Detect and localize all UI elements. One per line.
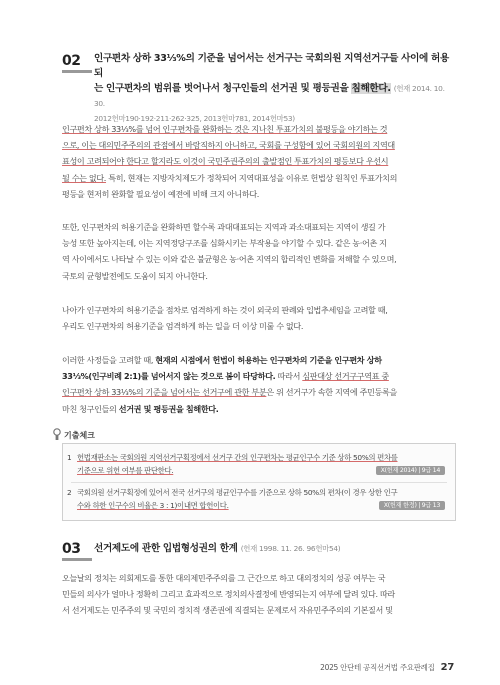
q1-line-2-text: 기준으로 위헌 여부를 판단한다. xyxy=(77,466,174,475)
check-question-2 xyxy=(67,486,445,512)
p3-line-2: 우리도 인구편차의 허용기준을 엄격하게 하는 일을 더 이상 미룰 수 없다. xyxy=(62,321,304,332)
p5-line-3: 서 선거제도는 민주주의 및 국민의 정치적 생존권에 직결되는 문제로서 자유민주주의의 기본질서 및 xyxy=(62,605,393,616)
question-number: 2 xyxy=(67,488,72,497)
q2-line-2-text: 수와 하한 인구수의 비율은 3 : 1)이내면 합헌이다. xyxy=(77,501,229,510)
p4-line-2c: 심판대상 선거구구역표 중 xyxy=(302,371,389,382)
p2-line-2: 능성 또한 높아지는데, 이는 지역정당구조를 심화시키는 부작용을 야기할 수 있다. 같은 농·어촌 지 xyxy=(62,238,387,249)
p1-line-4 xyxy=(62,170,454,186)
p1-line-3: 표성이 고려되어야 한다고 할지라도 이것이 국민주권주의의 출발점인 투표가치의 평등보다 우선시 xyxy=(62,156,389,167)
p2-line-1: 또한, 인구편차의 허용기준을 완화하면 할수록 과대대표되는 지역과 과소대표되는 지역이 생길 가 xyxy=(62,222,386,232)
p4-line-3 xyxy=(62,384,454,400)
paragraph-3 xyxy=(62,302,454,334)
p5-line-2: 민들의 의사가 얼마나 정확히 그리고 효과적으로 정치의사결정에 반영되는지 여부에 달려 있다. 따라 xyxy=(62,589,395,600)
p4-line-4b: 선거권 및 평등권을 침해한다. xyxy=(118,403,219,414)
section-title-line-1: 인구편차 상하 33⅓%의 기준을 넘어서는 선거구는 국회의원 지역선거구들 사이에 허용되 xyxy=(94,53,449,79)
p4-line-2a: 33⅓%(인구비례 2:1)를 넘어서지 않는 것으로 봄이 타당하다. xyxy=(62,371,276,382)
section-title-text: 선거제도에 관한 입법형성권의 한계 xyxy=(94,543,238,554)
q1-line-1: 헌법재판소는 국회의원 지역선거구획정에서 선거구 간의 인구편차는 평균인구수 기준 상하 50%의 편차를 xyxy=(77,453,398,462)
paragraph-5 xyxy=(62,570,454,619)
p4-line-4a: 마친 청구인들의 xyxy=(62,403,119,414)
page-number: 27 xyxy=(440,662,454,673)
p2-line-3: 역 사이에서도 나타날 수 있는 이와 같은 불균형은 농·어촌 지역의 합리적인 변화를 저해할 수 있으며, xyxy=(62,254,397,265)
p4-line-3b: 은 위 선거구가 속한 지역에 주민등록을 xyxy=(266,387,397,398)
divider xyxy=(71,482,447,483)
answer-tag: X(헌재 2014) | 9급 14 xyxy=(376,466,445,475)
page-footer xyxy=(320,662,454,673)
p1-line-2: 으로, 이는 대의민주주의의 관점에서 바람직하지 아니하고, 국회를 구성함에 있어 국회의원의 지역대 xyxy=(62,140,395,151)
q2-line-1: 국회의원 선거구획정에 있어서 전국 선거구의 평균인구수를 기준으로 상하 50%의 편차(이 경우 상한 인구 xyxy=(77,488,398,497)
section-citation-a: (헌재 2014. 10. 30. xyxy=(94,84,445,108)
check-box xyxy=(62,443,456,521)
paragraph-2 xyxy=(62,219,454,284)
section-title-line-2-text: 는 인구편차의 범위를 벗어나서 청구인들의 선거권 및 평등권을 xyxy=(94,83,349,94)
section-title xyxy=(94,541,454,556)
q1-line-2 xyxy=(77,464,445,477)
pencil-icon xyxy=(52,428,62,441)
check-question-1 xyxy=(67,451,445,477)
book-title: 2025 안단테 공직선거법 주요판례집 xyxy=(320,663,435,672)
p4-line-2b: 따라서 xyxy=(275,371,303,382)
section-title-line-2 xyxy=(94,81,454,111)
check-label: 기출체크 xyxy=(64,431,95,440)
section-02-heading xyxy=(62,50,454,123)
question-number: 1 xyxy=(67,453,72,462)
section-title-highlight: 침해한다. xyxy=(351,83,391,94)
section-title xyxy=(94,51,454,126)
p1-line-4a: 될 수는 없다. xyxy=(62,172,107,183)
p4-line-2 xyxy=(62,368,454,384)
section-citation: (헌재 1998. 11. 26. 96헌마54) xyxy=(240,544,341,553)
p2-line-4: 국토의 균형발전에도 도움이 되지 아니한다. xyxy=(62,270,208,281)
paragraph-1 xyxy=(62,121,454,202)
p4-line-1a: 이러한 사정들을 고려할 때, xyxy=(62,355,156,365)
p4-line-1 xyxy=(62,352,454,368)
p1-line-4b: 특히, 현재는 지방자치제도가 정착되어 지역대표성을 이유로 헌법상 원칙인 투표가치의 xyxy=(106,172,398,183)
section-03-heading xyxy=(62,541,454,563)
paragraph-4 xyxy=(62,352,454,417)
section-number: 02 xyxy=(62,53,81,69)
p4-line-1b: 현재의 시점에서 헌법이 허용하는 인구편차의 기준을 인구편차 상하 xyxy=(155,355,382,365)
p1-line-1: 인구편차 상하 33⅓%를 넘어 인구편차를 완화하는 것은 지나친 투표가치의 불평등을 야기하는 것 xyxy=(62,124,388,134)
p5-line-1: 오늘날의 정치는 의회제도를 통한 대의제민주주의를 그 근간으로 하고 대의정치의 성공 여부는 국 xyxy=(62,573,386,583)
section-number-underline xyxy=(62,70,92,73)
p4-line-4 xyxy=(62,401,454,417)
section-citation-b: 2012헌마190·192·211·262·325, 2013헌마781, 2014헌마53) xyxy=(94,114,295,123)
q2-line-2 xyxy=(77,499,445,512)
p4-line-3a: 인구편차 상하 33⅓%의 기준을 넘어서는 선거구에 관한 부분 xyxy=(62,387,267,398)
p1-line-5: 평등을 현저히 완화할 필요성이 예전에 비해 크지 아니하다. xyxy=(62,188,260,199)
answer-tag: X(헌재 한정) | 9급 13 xyxy=(379,501,445,510)
section-number-underline xyxy=(62,558,92,561)
p3-line-1: 나아가 인구편차의 허용기준을 점차로 엄격하게 하는 것이 외국의 판례와 입법추세임을 고려할 때, xyxy=(62,305,388,315)
section-number: 03 xyxy=(62,541,81,557)
